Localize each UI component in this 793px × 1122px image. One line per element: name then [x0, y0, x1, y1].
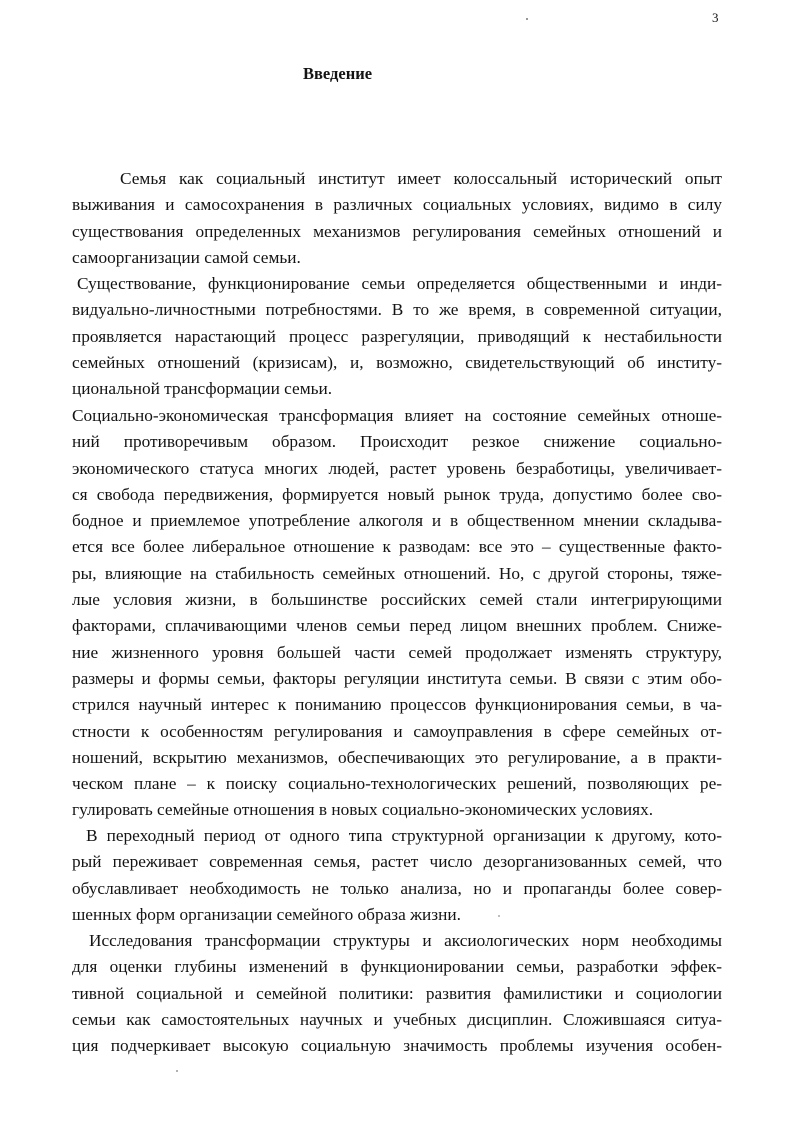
- text-line: ся свобода передвижения, формируется новый рынок труда, допустимо более сво-: [72, 484, 722, 504]
- text-line: циональной трансформации семьи.: [72, 379, 333, 399]
- text-line: Исследования трансформации структуры и аксиологических норм необходимы: [89, 931, 722, 950]
- text-line: тивной социальной и семейной политики: развития фамилистики и социологии: [72, 983, 722, 1003]
- paragraph-5: [72, 928, 722, 1059]
- text-line: видуально-личностными потребностями. В то же время, в современной ситуации,: [72, 300, 722, 320]
- paragraph-1: [72, 166, 722, 271]
- paragraph-3: [72, 403, 722, 824]
- text-line: бодное и приемлемое употребление алкоголя и в общественном мнении складыва-: [72, 511, 722, 531]
- text-line: стрился научный интерес к пониманию процессов функционирования семьи, в ча-: [72, 695, 722, 715]
- text-line: ношений, вскрытию механизмов, обеспечивающих это регулирование, а в практи-: [72, 747, 722, 767]
- text-line: существования определенных механизмов регулирования семейных отношений и: [72, 221, 722, 241]
- text-line: ческом плане – к поиску социально-технологических решений, позволяющих ре-: [72, 774, 722, 794]
- text-line: проявляется нарастающий процесс разрегуляции, приводящий к нестабильности: [72, 326, 722, 346]
- scan-speck: [526, 18, 528, 20]
- text-line: ний противоречивым образом. Происходит резкое снижение социально-: [72, 432, 722, 452]
- text-line: семейных отношений (кризисам), и, возможно, свидетельствующий об институ-: [72, 352, 722, 372]
- text-line: Существование, функционирование семьи определяется общественными и инди-: [77, 274, 722, 293]
- text-line: Социально-экономическая трансформация влияет на состояние семейных отноше-: [72, 406, 722, 425]
- text-line: ция подчеркивает высокую социальную значимость проблемы изучения особен-: [72, 1036, 722, 1056]
- paragraph-4: [72, 823, 722, 928]
- text-line: обуславливает необходимость не только анализа, но и пропаганды более совер-: [72, 878, 722, 898]
- text-line: стности к особенностям регулирования и самоуправления в сфере семейных от-: [72, 721, 722, 741]
- page-title: Введение: [303, 64, 373, 83]
- scan-speck: [498, 915, 500, 917]
- text-line: рый переживает современная семья, растет число дезорганизованных семей, что: [72, 852, 722, 872]
- text-line: экономического статуса многих людей, растет уровень безработицы, увеличивает-: [72, 458, 722, 478]
- text-line: ры, влияющие на стабильность семейных отношений. Но, с другой стороны, тяже-: [72, 563, 722, 583]
- text-line: В переходный период от одного типа структурной организации к другому, кото-: [86, 826, 722, 845]
- text-line: самоорганизации самой семьи.: [72, 247, 301, 267]
- text-line: Семья как социальный институт имеет колоссальный исторический опыт: [120, 169, 722, 188]
- text-line: факторами, сплачивающими членов семьи перед лицом внешних проблем. Сниже-: [72, 616, 722, 636]
- scan-speck: [176, 1070, 178, 1072]
- text-line: лые условия жизни, в большинстве российских семей стали интегрирующими: [72, 590, 722, 610]
- page-number: 3: [712, 10, 719, 25]
- text-line: ется все более либеральное отношение к разводам: все это – существенные факто-: [72, 537, 722, 557]
- text-line: выживания и самосохранения в различных социальных условиях, видимо в силу: [72, 195, 722, 215]
- text-line: гулировать семейные отношения в новых социально-экономических условиях.: [72, 800, 654, 820]
- paragraph-2: [72, 271, 722, 402]
- text-line: размеры и формы семьи, факторы регуляции института семьи. В связи с этим обо-: [72, 668, 722, 688]
- text-line: семьи как самостоятельных научных и учебных дисциплин. Сложившаяся ситуа-: [72, 1009, 722, 1029]
- text-line: шенных форм организации семейного образа жизни.: [72, 904, 461, 924]
- text-line: ние жизненного уровня большей части семей продолжает изменять структуру,: [72, 642, 722, 662]
- text-line: для оценки глубины изменений в функционировании семьи, разработки эффек-: [72, 957, 722, 977]
